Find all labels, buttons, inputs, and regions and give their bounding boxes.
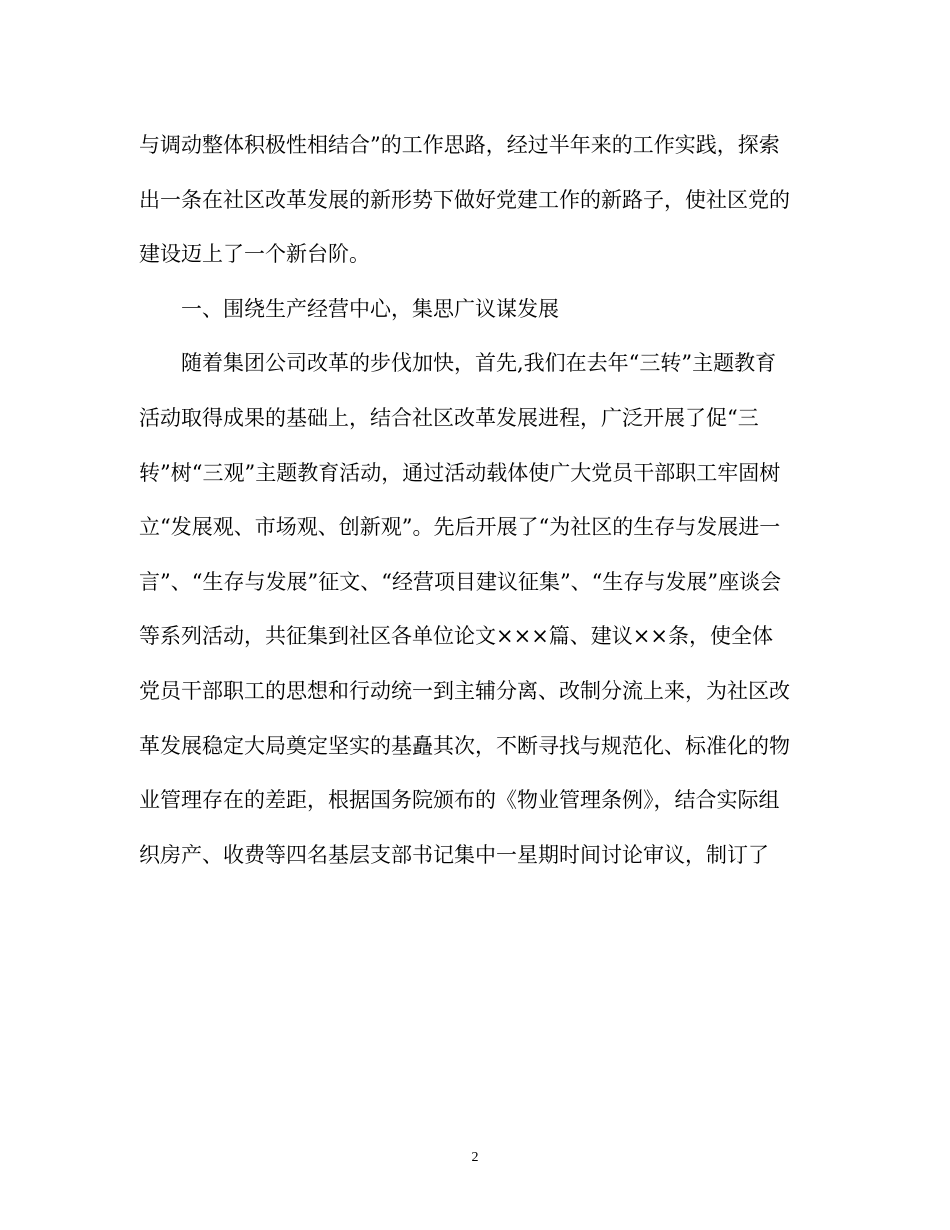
text-line: 建设迈上了一个新台阶。 [139, 242, 370, 267]
paragraph-start: 随着集团公司改革的步伐加快，首先,我们在去年“三转”主题教育 [181, 351, 777, 376]
section-heading: 一、围绕生产经营中心，集思广议谋发展 [181, 296, 559, 321]
text-line: 立“发展观、市场观、创新观”。先后开展了“为社区的生存与发展进一 [139, 515, 781, 540]
text-line: 织房产、收费等四名基层支部书记集中一星期时间讨论审议，制订了 [139, 842, 769, 867]
text-line: 等系列活动，共征集到社区各单位论文×××篇、建议××条，使全体 [139, 624, 773, 649]
text-line: 活动取得成果的基础上，结合社区改革发展进程，广泛开展了促“三 [139, 405, 759, 430]
text-line: 革发展稳定大局奠定坚实的基矗其次，不断寻找与规范化、标准化的物 [139, 733, 790, 758]
text-line: 党员干部职工的思想和行动统一到主辅分离、改制分流上来，为社区改 [139, 678, 790, 703]
body-text [139, 118, 819, 882]
text-line: 言”、“生存与发展”征文、“经营项目建议征集”、“生存与发展”座谈会 [139, 569, 782, 594]
text-line: 与调动整体积极性相结合”的工作思路，经过半年来的工作实践，探索 [139, 133, 780, 157]
text-line: 出一条在社区改革发展的新形势下做好党建工作的新路子，使社区党的 [139, 187, 790, 212]
text-line: 转”树“三观”主题教育活动，通过活动载体使广大党员干部职工牢固树 [139, 460, 781, 485]
page-number: 2 [471, 1150, 479, 1165]
text-line: 业管理存在的差距，根据国务院颁布的《物业管理条例》，结合实际组 [139, 788, 780, 813]
